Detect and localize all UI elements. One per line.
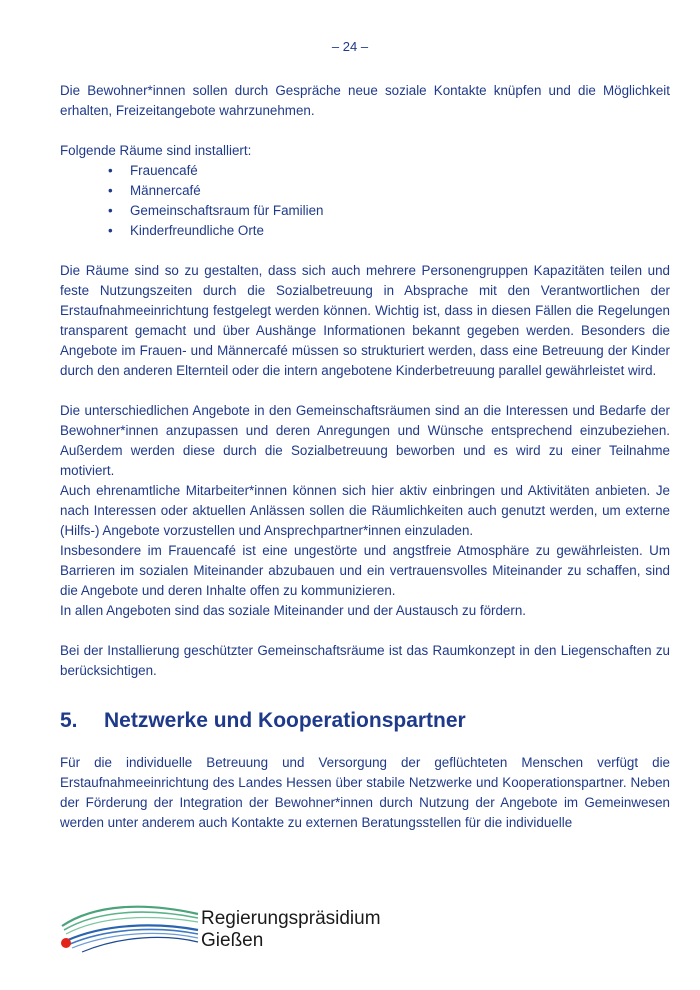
paragraph-volunteers: Auch ehrenamtliche Mitarbeiter*innen können sich hier aktiv einbringen und Aktivitäten anbieten. Je nach Interessen oder aktuellen Anlässen sollen die Räumlichkeiten auch genutzt werden, um externe (Hilfs-) Angebote vorzustellen und Ansprechpartner*innen einzuladen. <box>60 483 670 538</box>
paragraph-social: In allen Angeboten sind das soziale Miteinander und der Austausch zu fördern. <box>60 603 527 618</box>
page-number: – 24 – <box>331 39 369 54</box>
paragraph-intro: Die Bewohner*innen sollen durch Gespräche neue soziale Kontakte knüpfen und die Möglichkeit erhalten, Freizeitangebote wahrzunehmen. <box>60 83 670 118</box>
paragraph-networks: Für die individuelle Betreuung und Versorgung der geflüchteten Menschen verfügt die Erstaufnahmeeinrichtung des Landes Hessen über stabile Netzwerke und Kooperationspartner. Neben der Förderung der Integration der Bewohner*innen durch Nutzung der Angebote im Gemeinwesen werden unter anderem auch Kontakte zu externen Beratungsstellen für die individuelle <box>60 755 670 830</box>
section-heading <box>60 707 670 735</box>
document-body <box>60 81 670 833</box>
logo-line-2: Gießen <box>201 930 264 951</box>
section-title: Netzwerke und Kooperationspartner <box>104 709 466 732</box>
list-item: • Männercafé <box>108 181 670 201</box>
logo-line-1: Regierungspräsidium <box>201 908 381 929</box>
logo-wordmark <box>201 908 381 952</box>
paragraph-design: Die Räume sind so zu gestalten, dass sich auch mehrere Personengruppen Kapazitäten teilen und feste Nutzungszeiten durch die Sozialbetreuung in Absprache mit den Verantwortlichen der Erstaufnahmeeinrichtung festgelegt werden können. Wichtig ist, dass in diesen Fällen die Regelungen transparent gemacht und über Aushänge Informationen bekannt gegeben werden. Besonders die Angebote im Frauen- und Männercafé müssen so strukturiert werden, dass eine Betreuung der Kinder durch den anderen Elternteil oder die intern angebotene Kinderbetreuung parallel gewährleistet wird. <box>60 263 670 378</box>
logo-dot-icon <box>61 938 71 948</box>
paragraph-protected: Bei der Installierung geschützter Gemeinschaftsräume ist das Raumkonzept in den Liegenschaften zu berücksichtigen. <box>60 643 670 678</box>
footer-logo <box>60 896 460 966</box>
list-item: • Frauencafé <box>108 161 670 181</box>
paragraph-womens-cafe: Insbesondere im Frauencafé ist eine ungestörte und angstfreie Atmosphäre zu gewährleisten. Um Barrieren im sozialen Miteinander abzubauen und ein vertrauensvolles Miteinander zu schaffen, sind die Angebote und deren Inhalte offen zu kommunizieren. <box>60 543 670 598</box>
paragraph-offers: Die unterschiedlichen Angebote in den Gemeinschaftsräumen sind an die Interessen und Bedarfe der Bewohner*innen anzupassen und deren Anregungen und Wünsche entsprechend einzubeziehen. Außerdem werden diese durch die Sozialbetreuung beworben und es wird zu einer Teilnahme motiviert. <box>60 403 670 478</box>
list-item: • Kinderfreundliche Orte <box>108 221 670 241</box>
rooms-list <box>60 161 670 241</box>
list-item: • Gemeinschaftsraum für Familien <box>108 201 670 221</box>
section-number: 5. <box>60 709 78 732</box>
paragraph-rooms-lead: Folgende Räume sind installiert: <box>60 143 252 158</box>
logo-waves-icon <box>60 896 200 956</box>
